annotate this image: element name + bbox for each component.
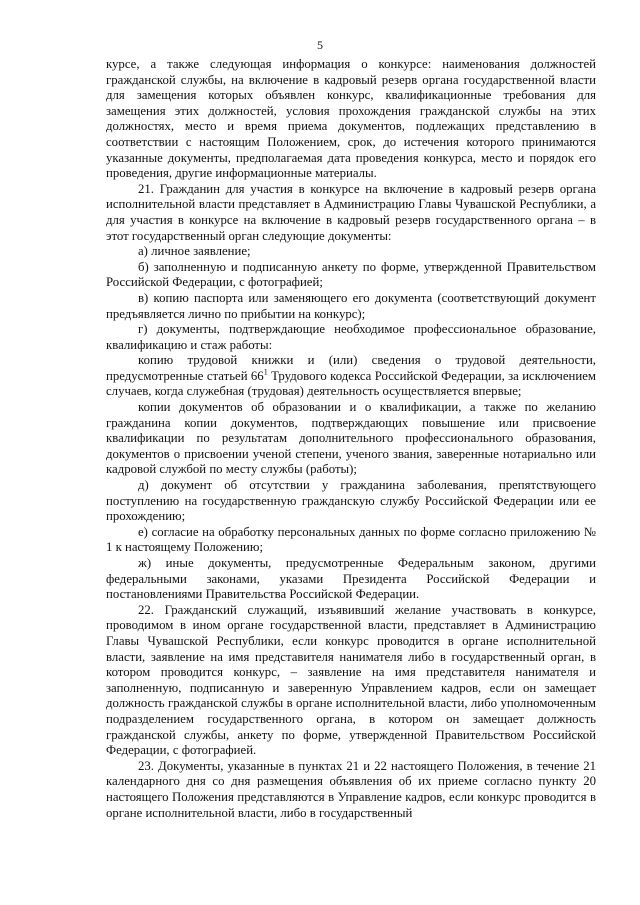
document-body: [106, 57, 596, 821]
list-item-a: а) личное заявление;: [138, 244, 251, 259]
list-item-e: е) согласие на обработку персональных данных по форме согласно приложению № 1 к настоящему Положению;: [106, 524, 596, 555]
list-item-d: д) документ об отсутствии у гражданина заболевания, препятствующего поступлению на государственную гражданскую службу Российской Федерации или ее прохождению;: [106, 478, 596, 524]
footnote-mark: 1: [263, 367, 268, 377]
list-item-v: в) копию паспорта или заменяющего его документа (соответствующий документ предъявляется лично по прибытии на конкурс);: [106, 290, 596, 321]
list-item-zh: ж) иные документы, предусмотренные Федеральным законом, другими федеральными законами, указами Президента Российской Федерации и постановлениями Правительства Российской Федерации.: [106, 556, 596, 602]
paragraph-23: 23. Документы, указанные в пунктах 21 и 22 настоящего Положения, в течение 21 календарного дня со дня размещения объявления об их приеме согласно пункту 20 настоящего Положения представляются в Управление кадров, если конкурс проводится в органе исполнительной власти, либо в государственный: [106, 758, 596, 820]
paragraph-22: 22. Гражданский служащий, изъявивший желание участвовать в конкурсе, проводимом в ином органе государственной власти, представляет в Администрацию Главы Чувашской Республики, если конкурс проводится в органе исполнительной власти, заявление на имя представителя нанимателя либо в государственный орган, в котором проводится конкурс, – заявление на имя представителя нанимателя и заполненную, подписанную и заверенную Управлением кадров, если он замещает должность гражданской службы в органе исполнительной власти, либо уполномоченным подразделением государственного органа, в котором он замещает должность гражданской службы, анкету по форме, утвержденной Правительством Российской Федерации, с фотографией.: [106, 602, 596, 758]
sub-item-work-record: [106, 353, 596, 400]
list-item-b: б) заполненную и подписанную анкету по форме, утвержденной Правительством Российской Федерации, с фотографией;: [106, 259, 596, 290]
paragraph-21: 21. Гражданин для участия в конкурсе на включение в кадровый резерв органа исполнительной власти представляет в Администрацию Главы Чувашской Республики, а для участия в конкурсе на включение в кадровый резерв государственного органа – в этот государственный орган следующие документы:: [106, 181, 596, 243]
paragraph-announcement-continued: курсе, а также следующая информация о конкурсе: наименования должностей гражданской службы, на включение в кадровый резерв органа государственной власти для замещения которых объявлен конкурс, квалификационные требования для замещения этих должностей, условия прохождения гражданской службы на этих должностях, место и время приема документов, подлежащих представлению в соответствии с настоящим Положением, срок, до истечения которого принимаются указанные документы, предполагаемая дата проведения конкурса, место и порядок его проведения, другие информационные материалы.: [106, 57, 596, 181]
sub-item-education-copies: копии документов об образовании и о квалификации, а также по желанию гражданина копии документов, подтверждающих повышение или присвоение квалификации по результатам дополнительного профессионального образования, документов о присвоении ученой степени, ученого звания, заверенные нотариально или кадровой службой по месту службы (работы);: [106, 400, 596, 477]
sub-item-work-record-head: копию трудовой книжки и (или) сведения о трудовой деятельности, предусмотренные статьей 66: [106, 353, 596, 383]
page-number: 5: [317, 38, 323, 52]
list-item-g: г) документы, подтверждающие необходимое профессиональное образование, квалификацию и стаж работы:: [106, 322, 596, 352]
sub-item-work-record-tail: Трудового кодекса Российской Федерации, за исключением случаев, когда служебная (трудовая) деятельность осуществляется впервые;: [106, 368, 597, 399]
